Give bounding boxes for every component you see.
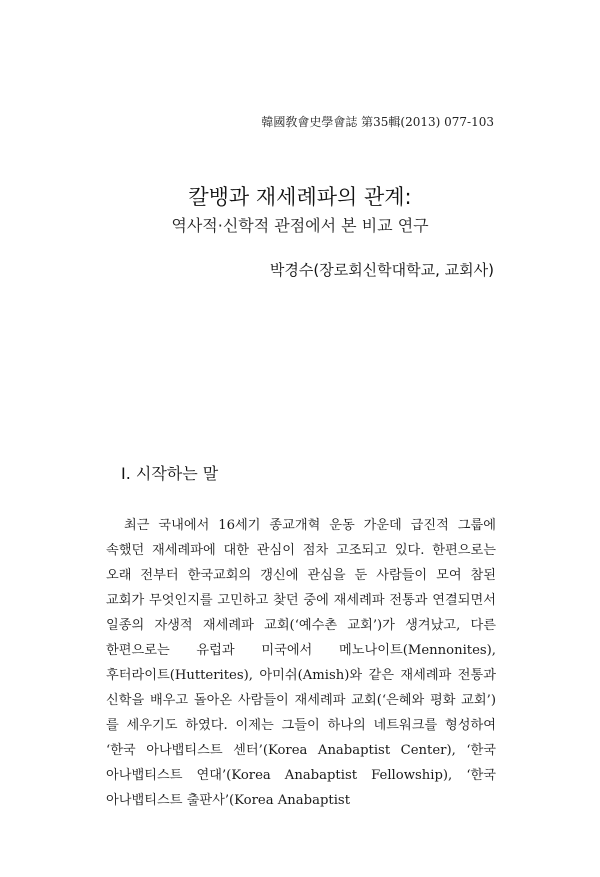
body-paragraph: 최근 국내에서 16세기 종교개혁 운동 가운데 급진적 그룹에 속했던 재세례파에 대한 관심이 점차 고조되고 있다. 한편으로는 오래 전부터 한국교회의 갱신에 관심을 둔 사람들이 모여 참된 교회가 무엇인지를 고민하고 찾던 중에 재세례파 전통과 연결되면서 일종의 자생적 재세례파 교회(‘예수촌 교회’)가 생겨났고, 다른 한편으로는 유럽과 미국에서 메노나이트(Mennonites), 후터라이트(Hutterites), 아미쉬(Amish)와 같은 재세례파 전통과 신학을 배우고 돌아온 사람들이 재세례파 교회(‘은혜와 평화 교회’)를 세우기도 하였다. 이제는 그들이 하나의 네트워크를 형성하여 ‘한국 아나뱁티스트 센터’(Korea Anabaptist Center), ‘한국 아나뱁티스트 연대’(Korea Anabaptist Fellowship), ‘한국 아나뱁티스트 출판사’(Korea Anabaptist bbox=[106, 518, 496, 808]
title-block bbox=[0, 183, 600, 237]
author-byline: 박경수(장로회신학대학교, 교회사) bbox=[269, 261, 494, 279]
article-title: 칼뱅과 재세례파의 관계: bbox=[188, 185, 412, 209]
section-heading: Ⅰ. 시작하는 말 bbox=[121, 464, 219, 483]
journal-running-header: 韓國敎會史學會誌 第35輯(2013) 077-103 bbox=[261, 115, 494, 129]
article-subtitle: 역사적·신학적 관점에서 본 비교 연구 bbox=[171, 216, 429, 235]
